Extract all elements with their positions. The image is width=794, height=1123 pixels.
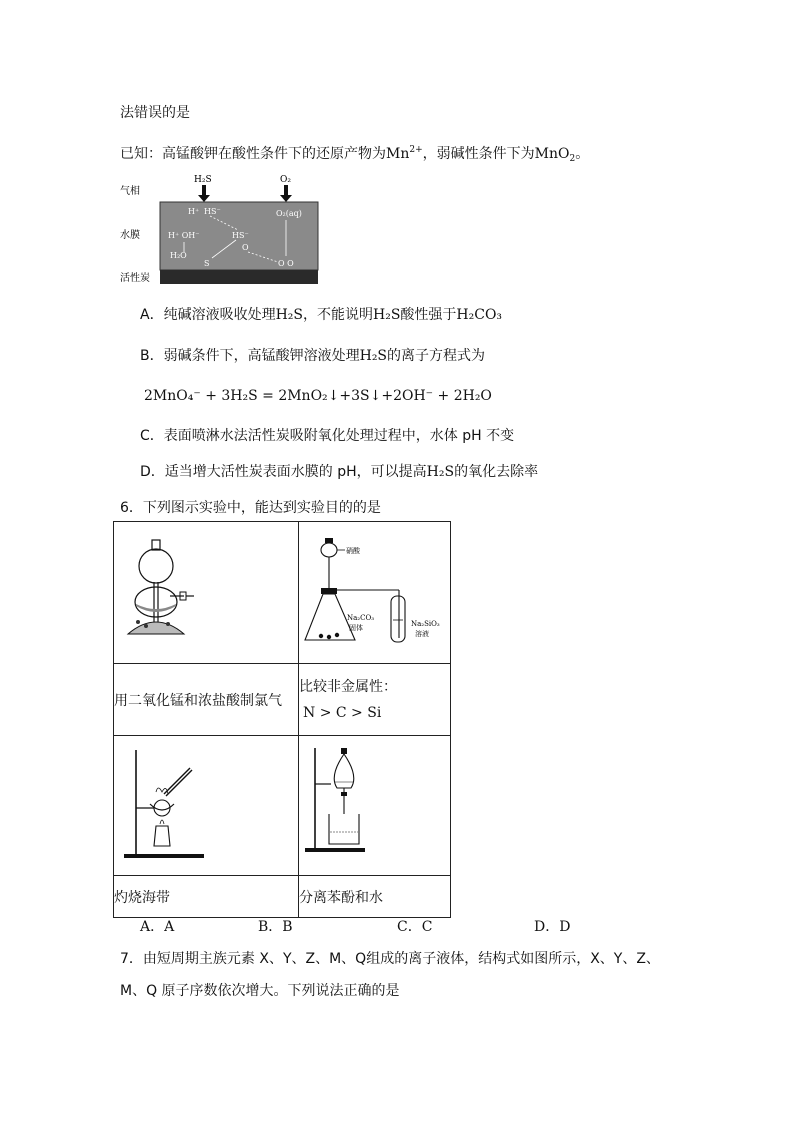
choice-c: C．C: [397, 919, 433, 935]
cell-b-caption-1: 比较非金属性：: [299, 678, 397, 695]
h2o-label: H₂O: [170, 251, 187, 260]
option-5a-text-3: 酸性强于: [400, 307, 457, 323]
option-5d-text-2: 的氧化去除率: [454, 464, 539, 480]
h2s-arrow-icon: [198, 185, 210, 202]
known-statement: [120, 141, 589, 168]
formula-h2s: H₂S: [359, 348, 388, 364]
oxygen-bottom-label: O O: [278, 259, 294, 268]
option-5d: [140, 463, 538, 481]
known-end: 。: [575, 146, 590, 162]
hs-minus-label: HS⁻: [204, 207, 221, 216]
question-7-line-2: M、Q 原子序数依次增大。下列说法正确的是: [120, 983, 400, 999]
activated-carbon-diagram: [118, 168, 323, 286]
cell-a-caption: 用二氧化锰和浓盐酸制氯气: [114, 664, 299, 736]
kipp-generator-icon: [114, 522, 298, 659]
separatory-funnel-icon: [299, 736, 450, 871]
mn-ion: [386, 146, 423, 162]
cell-a-image: [114, 522, 299, 664]
h-oh-label: H⁺ OH⁻: [168, 231, 200, 240]
question-7-line-1: 7．由短周期主族元素 X、Y、Z、M、Q组成的离子液体，结构式如图所示，X、Y、Z、: [120, 951, 660, 967]
hs-minus-2-label: HS⁻: [232, 231, 249, 240]
formula-h2s: H₂S: [275, 307, 303, 323]
formula-h2co3: H₂CO₃: [456, 307, 503, 323]
h2s-gas-label: H₂S: [194, 175, 212, 185]
option-5a: [140, 306, 502, 324]
known-text-b: ，弱碱性条件下为: [422, 146, 535, 162]
cell-d-image: [299, 736, 451, 876]
ionic-equation: 2MnO₄⁻ + 3H₂S = 2MnO₂↓+3S↓+2OH⁻ + 2H₂O: [144, 388, 492, 404]
h-plus-label: H⁺: [188, 207, 200, 216]
option-5b-text-2: 的离子方程式为: [387, 348, 486, 364]
option-5c: C．表面喷淋水法活性炭吸附氧化处理过程中，水体 pH 不变: [140, 428, 515, 444]
formula-h2s: H₂S: [426, 464, 455, 480]
cell-b-caption-2: N > C > Si: [303, 704, 382, 721]
oxygen-mid-label: O: [242, 243, 249, 252]
question-6-stem: 6．下列图示实验中，能达到实验目的的是: [120, 500, 381, 516]
mno-symbol: MnO: [534, 146, 570, 162]
carbon-layer: [160, 270, 318, 284]
mno-subscript: 2: [569, 154, 576, 164]
question-fragment: 法错误的是: [120, 105, 190, 121]
cell-c-image: [114, 736, 299, 876]
nitric-acid-label: 硝酸: [346, 547, 360, 555]
formula-h2s: H₂S: [373, 307, 401, 323]
solution-label: 溶液: [415, 630, 429, 638]
mno2-formula: [535, 146, 576, 162]
option-5b-text-1: B．弱碱条件下，高锰酸钾溶液处理: [140, 348, 360, 364]
solid-label: 固体: [349, 624, 363, 632]
option-5b: [140, 347, 485, 365]
sulfur-label: S: [204, 259, 210, 268]
mn-charge: 2+: [409, 145, 423, 155]
na2sio3-label: Na₂SiO₃: [411, 620, 440, 628]
option-5a-text-1: A．纯碱溶液吸收处理: [140, 307, 276, 323]
ashing-apparatus-icon: [114, 736, 298, 871]
o2-arrow-icon: [280, 185, 292, 202]
choice-b: B．B: [258, 919, 293, 935]
water-film-label: 水膜: [120, 230, 140, 241]
mn-symbol: Mn: [386, 146, 410, 162]
o2-gas-label: O₂: [280, 175, 291, 185]
option-5d-text-1: D．适当增大活性炭表面水膜的 pH，可以提高: [140, 464, 427, 480]
cell-d-caption: 分离苯酚和水: [299, 876, 451, 918]
o2aq-label: O₂(aq): [276, 209, 302, 218]
choice-d: D．D: [534, 919, 571, 935]
known-text-a: 已知：高锰酸钾在酸性条件下的还原产物为: [120, 146, 386, 162]
experiment-table: [113, 521, 451, 918]
option-5a-text-2: ，不能说明: [303, 307, 373, 323]
na2co3-label: Na₂CO₃: [347, 614, 375, 622]
choice-a: A．A: [140, 919, 175, 935]
carbon-label: 活性炭: [120, 273, 150, 284]
cell-b-caption: [299, 664, 451, 736]
cell-b-image: [299, 522, 451, 664]
acid-comparison-apparatus-icon: [299, 522, 450, 659]
cell-c-caption: 灼烧海带: [114, 876, 299, 918]
gas-phase-label: 气相: [120, 186, 140, 197]
